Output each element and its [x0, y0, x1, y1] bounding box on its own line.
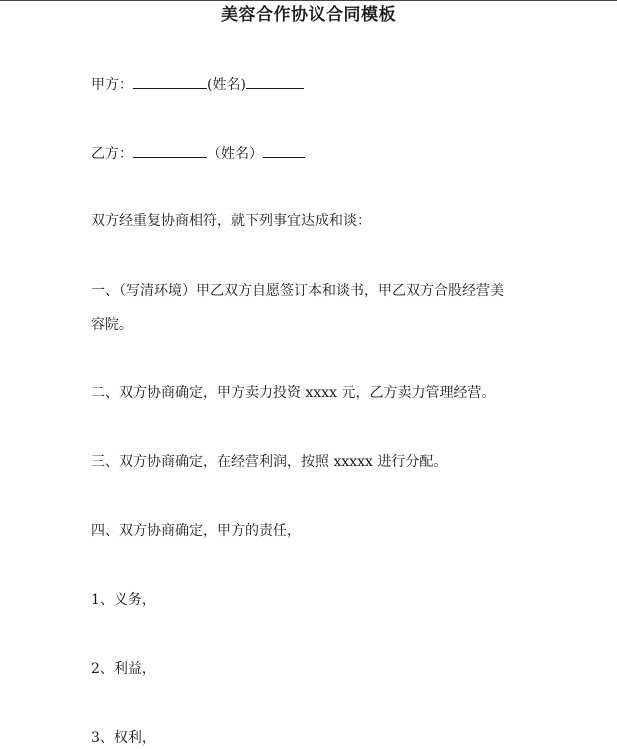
clause-1-line-2: 容院。 [91, 317, 133, 333]
party-a-line [91, 74, 304, 95]
party-b-line [91, 143, 305, 164]
clause-1-line-1: 一、（写清环境）甲乙双方自愿签订本和谈书，甲乙双方合股经营美 [91, 283, 504, 299]
clause-3: 三、双方协商确定，在经营利润，按照 xxxxx 进行分配。 [91, 454, 448, 470]
item-1: 1、义务， [91, 592, 156, 608]
party-a-blank-1 [133, 74, 207, 89]
party-b-blank-1 [133, 143, 207, 158]
clause-2: 二、双方协商确定，甲方卖力投资 xxxx 元，乙方卖力管理经营。 [91, 385, 496, 401]
intro-paragraph: 双方经重复协商相符，就下列事宜达成和谈： [91, 213, 371, 229]
party-b-blank-2 [263, 143, 305, 158]
party-a-name-hint: (姓名) [207, 77, 246, 93]
party-b-label: 乙方： [91, 146, 133, 162]
party-a-blank-2 [246, 74, 304, 89]
top-border [0, 0, 617, 1]
clause-4: 四、双方协商确定，甲方的责任， [91, 523, 301, 539]
item-2: 2、利益， [91, 661, 156, 677]
party-b-name-hint: （姓名） [207, 146, 263, 162]
party-a-label: 甲方： [91, 77, 133, 93]
item-3: 3、权利， [91, 730, 156, 746]
document-title: 美容合作协议合同模板 [221, 5, 396, 25]
